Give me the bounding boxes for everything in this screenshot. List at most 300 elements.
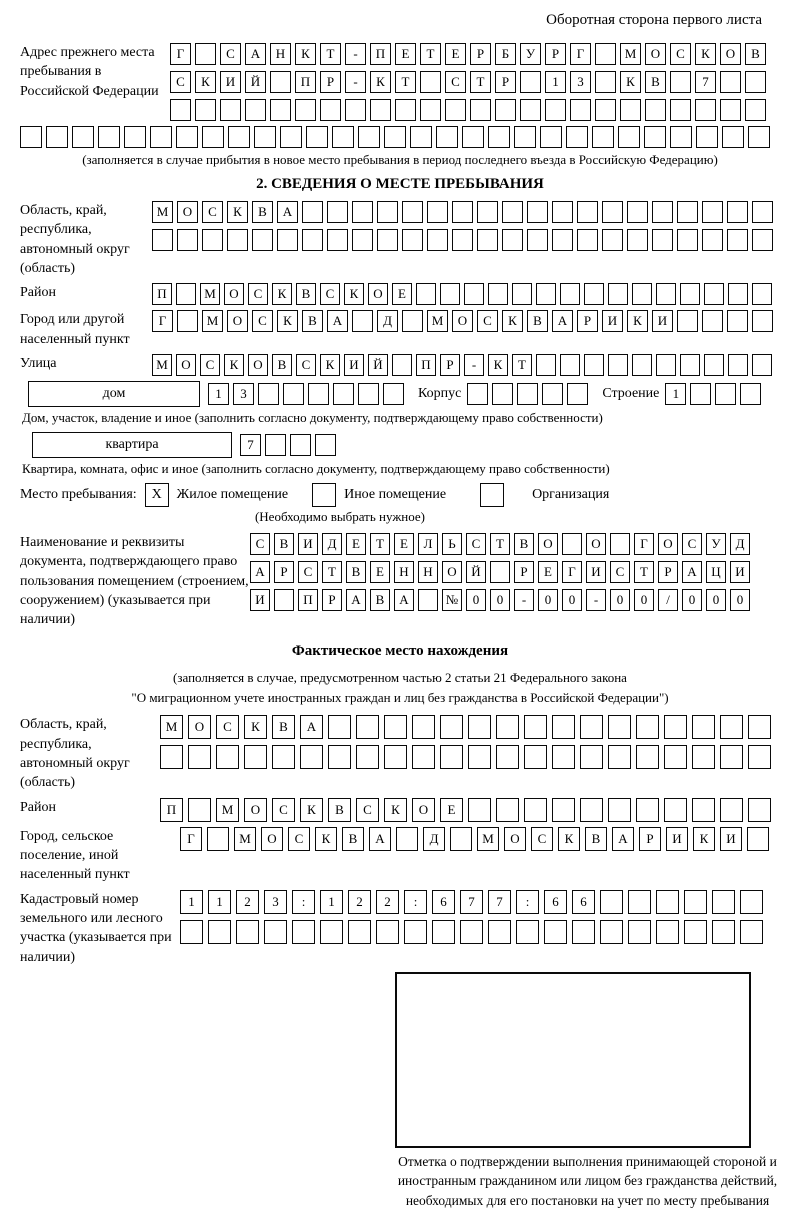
char-cell[interactable] xyxy=(177,310,198,332)
char-cell[interactable]: А xyxy=(245,43,266,65)
char-cell[interactable]: 1 xyxy=(208,383,229,405)
char-cell[interactable]: Р xyxy=(322,589,342,611)
char-cell[interactable] xyxy=(245,99,266,121)
char-cell[interactable] xyxy=(618,126,640,148)
char-cell[interactable] xyxy=(560,354,580,376)
char-cell[interactable] xyxy=(692,715,715,739)
char-cell[interactable] xyxy=(632,354,652,376)
char-cell[interactable] xyxy=(228,126,250,148)
char-cell[interactable] xyxy=(176,126,198,148)
char-cell[interactable]: О xyxy=(176,354,196,376)
char-cell[interactable]: К xyxy=(224,354,244,376)
char-cell[interactable] xyxy=(712,890,735,914)
char-cell[interactable]: С xyxy=(670,43,691,65)
char-cell[interactable]: В xyxy=(302,310,323,332)
char-cell[interactable] xyxy=(180,920,203,944)
char-cell[interactable]: И xyxy=(344,354,364,376)
char-cell[interactable] xyxy=(207,827,229,851)
char-cell[interactable]: К xyxy=(558,827,580,851)
char-cell[interactable]: О xyxy=(442,561,462,583)
checkbox-other-premises[interactable] xyxy=(312,483,336,507)
char-cell[interactable]: С xyxy=(477,310,498,332)
char-cell[interactable] xyxy=(264,920,287,944)
char-cell[interactable]: И xyxy=(298,533,318,555)
char-cell[interactable]: Е xyxy=(346,533,366,555)
char-cell[interactable] xyxy=(652,229,673,251)
char-cell[interactable] xyxy=(517,383,538,405)
char-cell[interactable]: 6 xyxy=(432,890,455,914)
char-cell[interactable] xyxy=(420,71,441,93)
char-cell[interactable] xyxy=(592,126,614,148)
char-cell[interactable]: С xyxy=(220,43,241,65)
char-cell[interactable]: Е xyxy=(445,43,466,65)
char-cell[interactable]: И xyxy=(652,310,673,332)
char-cell[interactable]: Г xyxy=(634,533,654,555)
char-cell[interactable] xyxy=(600,920,623,944)
char-cell[interactable] xyxy=(283,383,304,405)
char-cell[interactable]: М xyxy=(152,201,173,223)
char-cell[interactable] xyxy=(560,283,580,305)
char-cell[interactable] xyxy=(610,533,630,555)
char-cell[interactable]: 2 xyxy=(348,890,371,914)
char-cell[interactable]: М xyxy=(200,283,220,305)
char-cell[interactable] xyxy=(720,99,741,121)
char-cell[interactable]: В xyxy=(370,589,390,611)
char-cell[interactable]: - xyxy=(345,43,366,65)
char-cell[interactable] xyxy=(236,920,259,944)
char-cell[interactable] xyxy=(608,715,631,739)
char-cell[interactable] xyxy=(320,99,341,121)
char-cell[interactable]: Е xyxy=(394,533,414,555)
char-cell[interactable]: В xyxy=(342,827,364,851)
char-cell[interactable] xyxy=(670,126,692,148)
char-cell[interactable] xyxy=(420,99,441,121)
char-cell[interactable] xyxy=(195,99,216,121)
char-cell[interactable]: П xyxy=(298,589,318,611)
char-cell[interactable]: А xyxy=(327,310,348,332)
char-cell[interactable]: У xyxy=(520,43,541,65)
char-cell[interactable] xyxy=(427,229,448,251)
char-cell[interactable] xyxy=(536,354,556,376)
char-cell[interactable] xyxy=(352,229,373,251)
char-cell[interactable] xyxy=(595,71,616,93)
char-cell[interactable] xyxy=(496,715,519,739)
char-cell[interactable] xyxy=(656,354,676,376)
char-cell[interactable]: О xyxy=(177,201,198,223)
char-cell[interactable]: 0 xyxy=(634,589,654,611)
char-cell[interactable] xyxy=(602,201,623,223)
char-cell[interactable] xyxy=(524,715,547,739)
char-cell[interactable]: 1 xyxy=(208,890,231,914)
char-cell[interactable] xyxy=(645,99,666,121)
char-cell[interactable] xyxy=(358,383,379,405)
char-cell[interactable] xyxy=(628,890,651,914)
char-cell[interactable] xyxy=(302,229,323,251)
char-cell[interactable] xyxy=(150,126,172,148)
char-cell[interactable] xyxy=(580,798,603,822)
char-cell[interactable]: О xyxy=(586,533,606,555)
char-cell[interactable]: Т xyxy=(320,43,341,65)
char-cell[interactable]: И xyxy=(666,827,688,851)
char-cell[interactable]: 0 xyxy=(490,589,510,611)
char-cell[interactable] xyxy=(748,798,771,822)
char-cell[interactable]: К xyxy=(370,71,391,93)
char-cell[interactable]: 3 xyxy=(264,890,287,914)
char-cell[interactable]: 0 xyxy=(682,589,702,611)
char-cell[interactable]: Р xyxy=(514,561,534,583)
char-cell[interactable]: К xyxy=(295,43,316,65)
char-cell[interactable] xyxy=(352,310,373,332)
char-cell[interactable]: Т xyxy=(322,561,342,583)
char-cell[interactable]: О xyxy=(244,798,267,822)
char-cell[interactable]: Т xyxy=(395,71,416,93)
char-cell[interactable] xyxy=(656,283,676,305)
char-cell[interactable] xyxy=(384,745,407,769)
char-cell[interactable]: С xyxy=(298,561,318,583)
char-cell[interactable]: О xyxy=(538,533,558,555)
char-cell[interactable] xyxy=(748,715,771,739)
char-cell[interactable]: К xyxy=(502,310,523,332)
char-cell[interactable]: С xyxy=(682,533,702,555)
char-cell[interactable]: А xyxy=(682,561,702,583)
char-cell[interactable] xyxy=(315,434,336,456)
char-cell[interactable] xyxy=(160,745,183,769)
char-cell[interactable]: К xyxy=(384,798,407,822)
char-cell[interactable]: О xyxy=(227,310,248,332)
char-cell[interactable] xyxy=(328,715,351,739)
char-cell[interactable] xyxy=(384,126,406,148)
char-cell[interactable] xyxy=(208,920,231,944)
char-cell[interactable] xyxy=(702,229,723,251)
char-cell[interactable] xyxy=(552,201,573,223)
char-cell[interactable]: К xyxy=(344,283,364,305)
char-cell[interactable] xyxy=(512,283,532,305)
char-cell[interactable]: Г xyxy=(170,43,191,65)
char-cell[interactable]: С xyxy=(356,798,379,822)
char-cell[interactable] xyxy=(727,201,748,223)
char-cell[interactable]: С xyxy=(288,827,310,851)
char-cell[interactable] xyxy=(536,283,556,305)
char-cell[interactable] xyxy=(628,920,651,944)
char-cell[interactable]: 2 xyxy=(376,890,399,914)
char-cell[interactable]: С xyxy=(531,827,553,851)
char-cell[interactable]: К xyxy=(315,827,337,851)
char-cell[interactable]: О xyxy=(658,533,678,555)
char-cell[interactable]: К xyxy=(300,798,323,822)
char-cell[interactable] xyxy=(432,920,455,944)
char-cell[interactable] xyxy=(376,920,399,944)
char-cell[interactable] xyxy=(692,798,715,822)
char-cell[interactable] xyxy=(477,201,498,223)
char-cell[interactable] xyxy=(468,745,491,769)
char-cell[interactable] xyxy=(636,798,659,822)
char-cell[interactable]: М xyxy=(427,310,448,332)
char-cell[interactable] xyxy=(544,920,567,944)
char-cell[interactable]: Й xyxy=(466,561,486,583)
char-cell[interactable] xyxy=(383,383,404,405)
char-cell[interactable] xyxy=(552,229,573,251)
char-cell[interactable]: 7 xyxy=(240,434,261,456)
char-cell[interactable]: С xyxy=(170,71,191,93)
char-cell[interactable] xyxy=(748,126,770,148)
char-cell[interactable]: М xyxy=(160,715,183,739)
char-cell[interactable]: И xyxy=(220,71,241,93)
char-cell[interactable]: М xyxy=(234,827,256,851)
char-cell[interactable]: С xyxy=(200,354,220,376)
char-cell[interactable] xyxy=(300,745,323,769)
char-cell[interactable]: Д xyxy=(730,533,750,555)
char-cell[interactable] xyxy=(488,126,510,148)
char-cell[interactable] xyxy=(356,745,379,769)
char-cell[interactable] xyxy=(632,283,652,305)
char-cell[interactable] xyxy=(602,229,623,251)
char-cell[interactable] xyxy=(468,715,491,739)
char-cell[interactable] xyxy=(295,99,316,121)
char-cell[interactable] xyxy=(270,99,291,121)
char-cell[interactable]: А xyxy=(277,201,298,223)
char-cell[interactable]: К xyxy=(627,310,648,332)
char-cell[interactable] xyxy=(220,99,241,121)
char-cell[interactable] xyxy=(188,798,211,822)
char-cell[interactable]: Т xyxy=(490,533,510,555)
char-cell[interactable]: 6 xyxy=(572,890,595,914)
char-cell[interactable] xyxy=(445,99,466,121)
char-cell[interactable]: 0 xyxy=(610,589,630,611)
char-cell[interactable]: С xyxy=(610,561,630,583)
char-cell[interactable] xyxy=(584,283,604,305)
char-cell[interactable]: Р xyxy=(639,827,661,851)
char-cell[interactable] xyxy=(702,310,723,332)
char-cell[interactable]: В xyxy=(527,310,548,332)
char-cell[interactable] xyxy=(332,126,354,148)
char-cell[interactable]: Т xyxy=(470,71,491,93)
char-cell[interactable]: П xyxy=(152,283,172,305)
char-cell[interactable] xyxy=(377,201,398,223)
char-cell[interactable]: 7 xyxy=(488,890,511,914)
char-cell[interactable] xyxy=(702,201,723,223)
char-cell[interactable]: 2 xyxy=(236,890,259,914)
char-cell[interactable]: В xyxy=(346,561,366,583)
char-cell[interactable]: К xyxy=(277,310,298,332)
char-cell[interactable]: Г xyxy=(570,43,591,65)
char-cell[interactable]: : xyxy=(516,890,539,914)
char-cell[interactable]: С xyxy=(248,283,268,305)
char-cell[interactable] xyxy=(98,126,120,148)
char-cell[interactable] xyxy=(467,383,488,405)
char-cell[interactable] xyxy=(690,383,711,405)
char-cell[interactable]: И xyxy=(250,589,270,611)
char-cell[interactable] xyxy=(745,99,766,121)
char-cell[interactable] xyxy=(452,229,473,251)
char-cell[interactable] xyxy=(502,201,523,223)
char-cell[interactable] xyxy=(692,745,715,769)
char-cell[interactable] xyxy=(252,229,273,251)
char-cell[interactable] xyxy=(265,434,286,456)
char-cell[interactable] xyxy=(496,798,519,822)
char-cell[interactable] xyxy=(306,126,328,148)
char-cell[interactable] xyxy=(644,126,666,148)
char-cell[interactable]: К xyxy=(695,43,716,65)
char-cell[interactable] xyxy=(177,229,198,251)
char-cell[interactable]: 0 xyxy=(730,589,750,611)
char-cell[interactable] xyxy=(202,126,224,148)
char-cell[interactable] xyxy=(492,383,513,405)
char-cell[interactable]: Т xyxy=(420,43,441,65)
char-cell[interactable]: К xyxy=(488,354,508,376)
char-cell[interactable] xyxy=(720,798,743,822)
char-cell[interactable]: М xyxy=(620,43,641,65)
char-cell[interactable] xyxy=(552,715,575,739)
char-cell[interactable]: Е xyxy=(395,43,416,65)
char-cell[interactable]: П xyxy=(370,43,391,65)
char-cell[interactable] xyxy=(496,745,519,769)
char-cell[interactable]: В xyxy=(296,283,316,305)
char-cell[interactable]: С xyxy=(466,533,486,555)
char-cell[interactable]: Б xyxy=(495,43,516,65)
char-cell[interactable] xyxy=(402,201,423,223)
char-cell[interactable] xyxy=(514,126,536,148)
char-cell[interactable]: Р xyxy=(545,43,566,65)
char-cell[interactable] xyxy=(577,201,598,223)
char-cell[interactable] xyxy=(524,745,547,769)
char-cell[interactable] xyxy=(527,201,548,223)
char-cell[interactable] xyxy=(680,283,700,305)
char-cell[interactable] xyxy=(170,99,191,121)
char-cell[interactable] xyxy=(328,745,351,769)
char-cell[interactable]: К xyxy=(195,71,216,93)
char-cell[interactable] xyxy=(562,533,582,555)
char-cell[interactable] xyxy=(440,745,463,769)
char-cell[interactable]: Р xyxy=(274,561,294,583)
char-cell[interactable]: : xyxy=(292,890,315,914)
char-cell[interactable] xyxy=(752,201,773,223)
char-cell[interactable] xyxy=(545,99,566,121)
char-cell[interactable] xyxy=(396,827,418,851)
char-cell[interactable] xyxy=(677,310,698,332)
char-cell[interactable] xyxy=(627,229,648,251)
char-cell[interactable] xyxy=(452,201,473,223)
char-cell[interactable] xyxy=(488,283,508,305)
char-cell[interactable]: О xyxy=(645,43,666,65)
char-cell[interactable] xyxy=(216,745,239,769)
char-cell[interactable] xyxy=(627,201,648,223)
char-cell[interactable]: О xyxy=(412,798,435,822)
char-cell[interactable] xyxy=(752,229,773,251)
char-cell[interactable]: В xyxy=(645,71,666,93)
char-cell[interactable]: В xyxy=(585,827,607,851)
char-cell[interactable]: Н xyxy=(418,561,438,583)
char-cell[interactable] xyxy=(470,99,491,121)
char-cell[interactable]: О xyxy=(224,283,244,305)
char-cell[interactable]: Р xyxy=(320,71,341,93)
char-cell[interactable] xyxy=(552,798,575,822)
char-cell[interactable]: О xyxy=(368,283,388,305)
char-cell[interactable] xyxy=(720,745,743,769)
char-cell[interactable] xyxy=(418,589,438,611)
char-cell[interactable] xyxy=(577,229,598,251)
char-cell[interactable] xyxy=(728,354,748,376)
char-cell[interactable] xyxy=(747,827,769,851)
char-cell[interactable]: 7 xyxy=(695,71,716,93)
char-cell[interactable]: С xyxy=(272,798,295,822)
char-cell[interactable] xyxy=(468,798,491,822)
char-cell[interactable]: А xyxy=(250,561,270,583)
char-cell[interactable]: 7 xyxy=(460,890,483,914)
char-cell[interactable] xyxy=(254,126,276,148)
char-cell[interactable] xyxy=(527,229,548,251)
char-cell[interactable] xyxy=(745,71,766,93)
char-cell[interactable] xyxy=(195,43,216,65)
char-cell[interactable] xyxy=(46,126,68,148)
char-cell[interactable]: С xyxy=(445,71,466,93)
char-cell[interactable] xyxy=(302,201,323,223)
char-cell[interactable] xyxy=(436,126,458,148)
char-cell[interactable] xyxy=(520,99,541,121)
char-cell[interactable]: П xyxy=(160,798,183,822)
char-cell[interactable] xyxy=(490,561,510,583)
char-cell[interactable] xyxy=(272,745,295,769)
char-cell[interactable] xyxy=(292,920,315,944)
char-cell[interactable] xyxy=(464,283,484,305)
char-cell[interactable]: С xyxy=(320,283,340,305)
char-cell[interactable] xyxy=(572,920,595,944)
char-cell[interactable] xyxy=(348,920,371,944)
char-cell[interactable]: С xyxy=(296,354,316,376)
char-cell[interactable] xyxy=(636,715,659,739)
char-cell[interactable]: П xyxy=(295,71,316,93)
char-cell[interactable] xyxy=(327,201,348,223)
char-cell[interactable] xyxy=(488,920,511,944)
char-cell[interactable]: В xyxy=(274,533,294,555)
char-cell[interactable] xyxy=(402,310,423,332)
char-cell[interactable] xyxy=(677,229,698,251)
char-cell[interactable]: Д xyxy=(322,533,342,555)
char-cell[interactable]: О xyxy=(188,715,211,739)
char-cell[interactable] xyxy=(656,890,679,914)
char-cell[interactable] xyxy=(664,715,687,739)
char-cell[interactable] xyxy=(345,99,366,121)
char-cell[interactable] xyxy=(608,798,631,822)
char-cell[interactable] xyxy=(584,354,604,376)
char-cell[interactable]: А xyxy=(552,310,573,332)
char-cell[interactable]: : xyxy=(404,890,427,914)
char-cell[interactable] xyxy=(670,71,691,93)
char-cell[interactable]: Г xyxy=(152,310,173,332)
char-cell[interactable] xyxy=(402,229,423,251)
char-cell[interactable] xyxy=(377,229,398,251)
char-cell[interactable]: 1 xyxy=(320,890,343,914)
char-cell[interactable]: № xyxy=(442,589,462,611)
char-cell[interactable]: Н xyxy=(394,561,414,583)
char-cell[interactable]: С xyxy=(216,715,239,739)
char-cell[interactable] xyxy=(715,383,736,405)
char-cell[interactable]: М xyxy=(216,798,239,822)
char-cell[interactable] xyxy=(740,890,763,914)
char-cell[interactable] xyxy=(740,920,763,944)
char-cell[interactable]: Ц xyxy=(706,561,726,583)
char-cell[interactable] xyxy=(748,745,771,769)
char-cell[interactable]: К xyxy=(693,827,715,851)
char-cell[interactable]: - xyxy=(464,354,484,376)
char-cell[interactable]: 1 xyxy=(665,383,686,405)
char-cell[interactable]: 1 xyxy=(180,890,203,914)
char-cell[interactable] xyxy=(608,283,628,305)
char-cell[interactable]: К xyxy=(272,283,292,305)
char-cell[interactable] xyxy=(152,229,173,251)
char-cell[interactable] xyxy=(684,890,707,914)
char-cell[interactable] xyxy=(516,920,539,944)
char-cell[interactable]: К xyxy=(320,354,340,376)
